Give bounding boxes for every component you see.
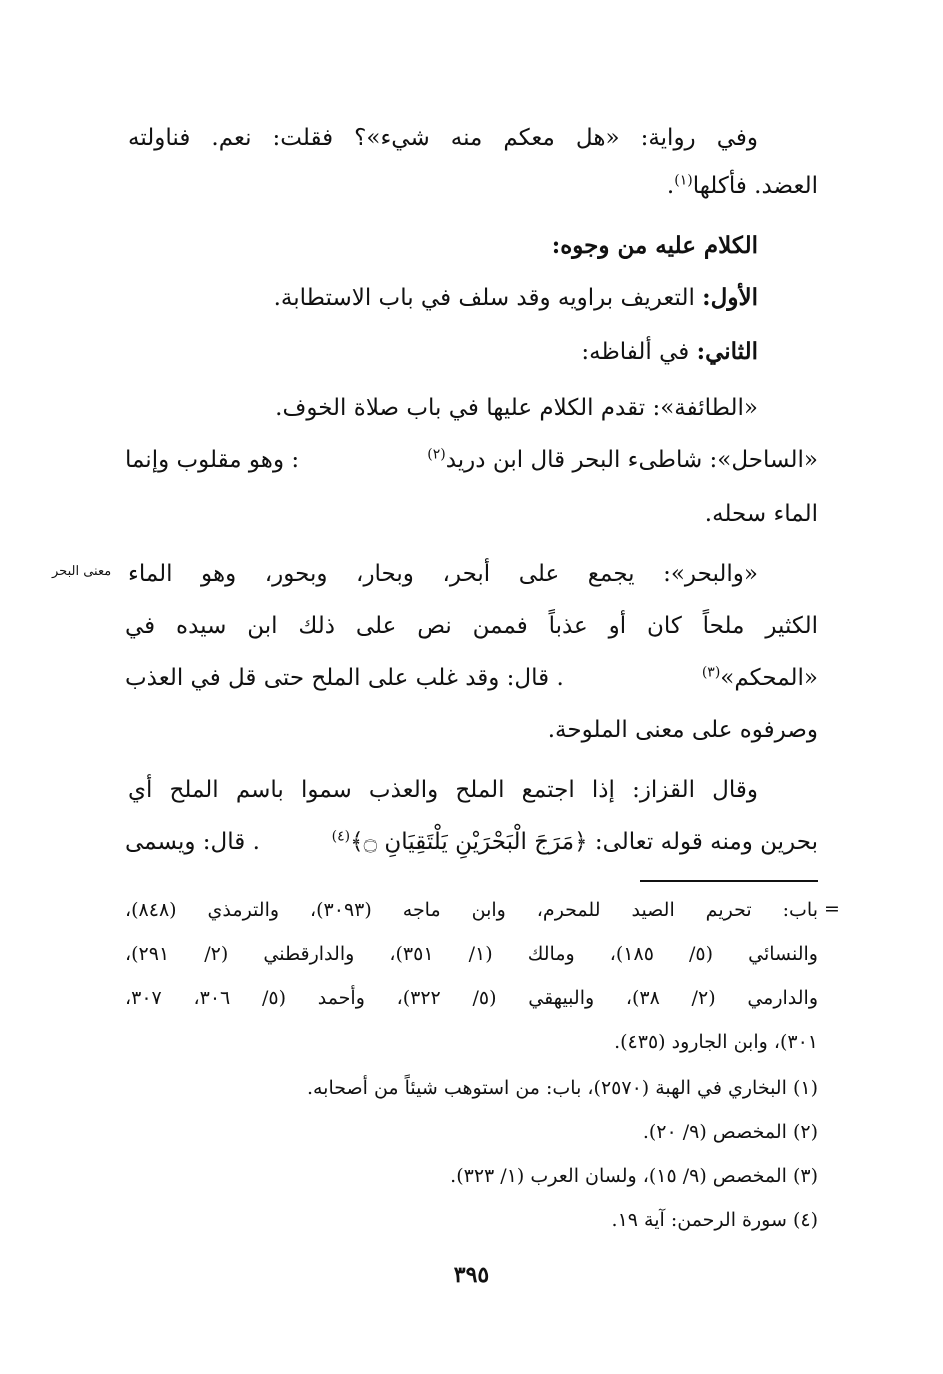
main-line-qazzaz: وقال القزاز: إذا اجتمع الملح والعذب سموا باسم الملح أي [128,777,758,803]
main-line-2 [667,160,818,213]
footnote-cont-line-2: والنسائي (٥/ ١٨٥)، ومالك (١/ ٣٥١)، والدارقطني (٢/ ٢٩١)، [125,943,818,965]
text-run: : وهو مقلوب وإنما [125,447,300,473]
footnote-cont-line-4: ٣٠١)، وابن الجارود (٤٣٥). [614,1031,818,1053]
footnote-ref-1: (١) [674,172,693,189]
footnote-cont-line-3: والدارمي (٢/ ٣٨)، والبيهقي (٥/ ٣٢٢)، وأحمد (٥/ ٣٠٦، ٣٠٧، [125,987,818,1009]
footnote-separator [640,880,818,882]
footnote-ref-3: (٣) [701,664,721,681]
footnote-text: المخصص (٩/ ١٥)، ولسان العرب (١/ ٣٢٣). [450,1165,787,1187]
text-run: . قال: وقد غلب على الملح حتى قل في العذب [125,665,564,691]
main-line-bahr: «والبحر»: يجمع على أبحر، وبحار، وبحور، وهو الماء [128,561,758,587]
footnote-4 [612,1198,818,1242]
footnote-2 [643,1110,818,1154]
text-run: «المحكم» [720,665,818,691]
main-line-muhkam [125,652,818,705]
quran-verse: بحرين ومنه قوله تعالى: ﴿مَرَجَ الْبَحْرَيْنِ يَلْتَقِيَانِ ۝﴾ [350,829,818,855]
footnote-number: (١) [792,1077,818,1099]
text-run: العضد. فأكلها [692,173,818,199]
section-heading: الكلام عليه من وجوه: [551,232,758,259]
label-second: الثاني: [696,338,758,365]
main-line-taifa: «الطائفة»: تقدم الكلام عليها في باب صلاة الخوف. [275,395,758,421]
footnote-ref-4: (٤) [331,828,351,845]
text-run: . [666,173,675,199]
margin-note: معنى البحر [52,564,112,579]
text-run [332,816,818,869]
footnote-1 [307,1066,818,1110]
text-run: وفي رواية: «هل معكم منه شيء»؟ فقلت: نعم. فناولته [128,125,758,151]
continuation-mark: = [824,898,840,920]
footnote-cont-line-1: باب: تحريم الصيد للمحرم، وابن ماجه (٣٠٩٣)، والترمذي (٨٤٨)، [125,899,818,921]
main-line-second-aspect [581,326,758,379]
footnote-text: المخصص (٩/ ٢٠). [642,1121,787,1143]
text-run [702,652,818,705]
text-run: التعريف براويه وقد سلف في باب الاستطابة. [273,285,695,311]
main-line-milouha: وصرفوه على معنى الملوحة. [547,717,818,743]
page-number: ٣٩٥ [453,1262,490,1288]
main-line-1 [128,112,758,165]
main-line-first-aspect [274,272,758,325]
footnote-text: البخاري في الهبة (٢٥٧٠)، باب: من استوهب شيئاً من أصحابه. [306,1077,787,1099]
footnote-ref-2: (٢) [427,446,446,463]
text-run: . قال: ويسمى [125,829,260,855]
main-line-sahl: الماء سحله. [704,501,818,527]
text-run: في ألفاظه: [581,339,690,365]
main-line-quran [125,816,818,869]
text-run [427,434,818,487]
main-line-sahil [125,434,818,487]
footnote-text: سورة الرحمن: آية ١٩. [611,1209,787,1231]
footnote-number: (٢) [792,1121,818,1143]
footnote-3 [450,1154,818,1198]
label-first: الأول: [702,284,758,311]
footnote-number: (٣) [792,1165,818,1187]
footnote-number: (٤) [792,1209,818,1231]
main-line-kathir: الكثير ملحاً كان أو عذباً فممن نص على ذلك ابن سيده في [125,613,818,639]
text-run: «الساحل»: شاطىء البحر قال ابن دريد [445,447,818,473]
